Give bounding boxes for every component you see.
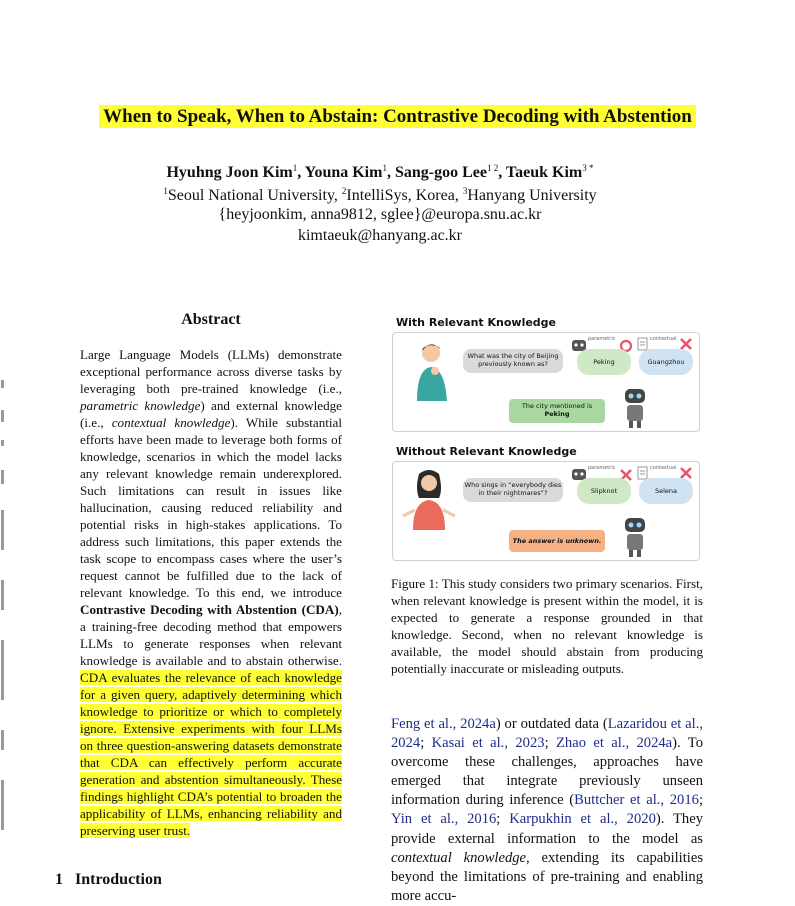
contextual-answer: Selena	[639, 478, 693, 504]
citation-link[interactable]: Karpukhin et al., 2020	[509, 811, 656, 828]
section-title: Introduction	[75, 871, 162, 888]
author-sup: 1	[292, 163, 298, 173]
author-name: Taeuk Kim	[505, 164, 583, 181]
abstract-text: ) and external knowledge (i.e.,	[80, 398, 342, 430]
affil-name: Seoul National University,	[167, 187, 342, 204]
body-paragraph	[391, 715, 703, 906]
body-text: ). They provide external information to the model as	[391, 811, 703, 847]
citation-link[interactable]: Zhao et al., 2024a	[556, 735, 673, 752]
contextual-tag: contextual	[650, 465, 677, 471]
panel2-label: Without Relevant Knowledge	[396, 445, 577, 458]
robot-icon	[617, 385, 653, 429]
robot-icon	[617, 514, 653, 558]
title-text: When to Speak, When to Abstain: Contrastive Decoding with Abstention	[99, 105, 696, 128]
body-text: ;	[496, 811, 510, 828]
parametric-tag: parametric	[588, 465, 616, 471]
abstract-highlight: CDA evaluates the relevance of each knowledge for a given query, adaptively determining which knowledge to prioritize or which to completely ignore. Extensive experiments with four LLMs on three question-answering datasets demonstrate that CDA can effectively perform accurate generation and abstention simultaneously. These findings highlight CDA’s potential to broaden the applicability of LLMs, enhancing reliability and preserving user trust.	[80, 670, 342, 838]
abstract-emphasis: contextual knowledge	[111, 415, 231, 430]
body-text: ). To overcome these challenges, approaches have emerged that integrate previously unseen information during inference (	[391, 735, 703, 809]
paper-title	[0, 106, 795, 128]
body-text: ) or outdated data (	[495, 716, 608, 732]
section-heading	[55, 871, 162, 889]
affil-name: IntelliSys, Korea,	[346, 187, 463, 204]
affiliations	[0, 186, 760, 205]
contextual-tag: contextual	[650, 336, 677, 342]
parametric-tag: parametric	[588, 336, 616, 342]
shrugging-woman-icon	[401, 468, 457, 530]
citation-link[interactable]: Lazaridou et al., 2024	[391, 716, 704, 752]
author-name: Sang-goo Lee	[394, 164, 487, 181]
abstract-heading: Abstract	[181, 311, 241, 328]
body-text: ;	[698, 792, 703, 809]
email-line-1: {heyjoonkim, anna9812, sglee}@europa.snu.ac.kr	[218, 206, 542, 223]
abstract-text: Large Language Models (LLMs) demonstrate exceptional performance across diverse tasks by leveraging both pre-trained knowledge (i.e.,	[80, 347, 342, 396]
citation-link[interactable]: Kasai et al., 2023	[431, 735, 545, 752]
parametric-answer: Slipknot	[577, 478, 631, 504]
response-bubble	[509, 399, 605, 423]
contextual-answer: Guangzhou	[639, 349, 693, 375]
figure-panel-with-knowledge	[392, 332, 700, 432]
abstract-body	[80, 346, 342, 839]
abstract-text: , a training-free decoding method that empowers LLMs to generate responses when relevant knowledge is available and to abstain otherwise.	[80, 602, 342, 668]
affil-sup: 1	[163, 186, 168, 196]
abstract-text: ). While substantial efforts have been made to leverage both forms of knowledge, scenarios in which the model lacks any relevant knowledge remain underexplored. Such limitations can result in issues like hallucination, causing reduced reliability and potential risks in high-stakes applications. To address such limitations, this paper extends the task scope to encompass cases where the user’s request cannot be fulfilled due to the lack of relevant knowledge. To this end, we introduce	[80, 415, 342, 600]
author-name: Youna Kim	[304, 164, 383, 181]
question-bubble: Who sings in “everybody dies in their nightmares”?	[463, 478, 563, 502]
panel1-label: With Relevant Knowledge	[396, 316, 557, 329]
arxiv-margin-stamp	[0, 380, 6, 860]
question-bubble: What was the city of Beijing previously known as?	[463, 349, 563, 373]
author-sup: 1	[382, 163, 387, 173]
author-name: Hyuhng Joon Kim	[166, 164, 293, 181]
thinking-man-icon	[413, 339, 453, 401]
author-sup: 3 *	[582, 163, 594, 173]
citation-link[interactable]: Feng et al., 2024a	[391, 716, 496, 732]
body-text: ;	[420, 735, 432, 752]
affil-sup: 3	[462, 186, 468, 196]
body-text: ;	[544, 735, 556, 752]
abstract-emphasis: parametric knowledge	[80, 398, 201, 413]
parametric-answer: Peking	[577, 349, 631, 375]
affil-sup: 2	[341, 186, 347, 196]
abstain-response-bubble: The answer is unknown.	[509, 530, 605, 552]
author-sup: 1 2	[486, 163, 499, 173]
affil-name: Hanyang University	[467, 187, 597, 204]
email-line-2: kimtaeuk@hanyang.ac.kr	[297, 227, 462, 244]
body-text: , extending its capabilities beyond the limitations of pre-training and enabling more accu-	[391, 849, 704, 904]
body-emphasis: contextual knowledge	[391, 849, 527, 866]
response-text: The city mentioned is	[521, 402, 593, 410]
author-list: Hyuhng Joon Kim$^1$, Youna Kim$^1$, Sang-goo Lee$^{1 2}$, Taeuk Kim$^{3 *}$	[166, 163, 594, 181]
citation-link[interactable]: Buttcher et al., 2016	[574, 792, 699, 809]
method-name: Contrastive Decoding with Abstention (CDA)	[80, 602, 339, 617]
section-number: 1	[55, 871, 63, 888]
margin-stamp-icon	[0, 380, 6, 860]
citation-link[interactable]: Yin et al., 2016	[391, 811, 497, 828]
figure-caption: Figure 1: This study considers two primary scenarios. First, when relevant knowledge is present within the model, it is expected to generate a response grounded in that knowledge. Second, when no relevant knowledge is available, the model should abstain from producing potentially inaccurate or misleading outputs.	[391, 576, 703, 676]
response-answer: Peking	[544, 410, 570, 418]
figure-panel-without-knowledge	[392, 461, 700, 561]
